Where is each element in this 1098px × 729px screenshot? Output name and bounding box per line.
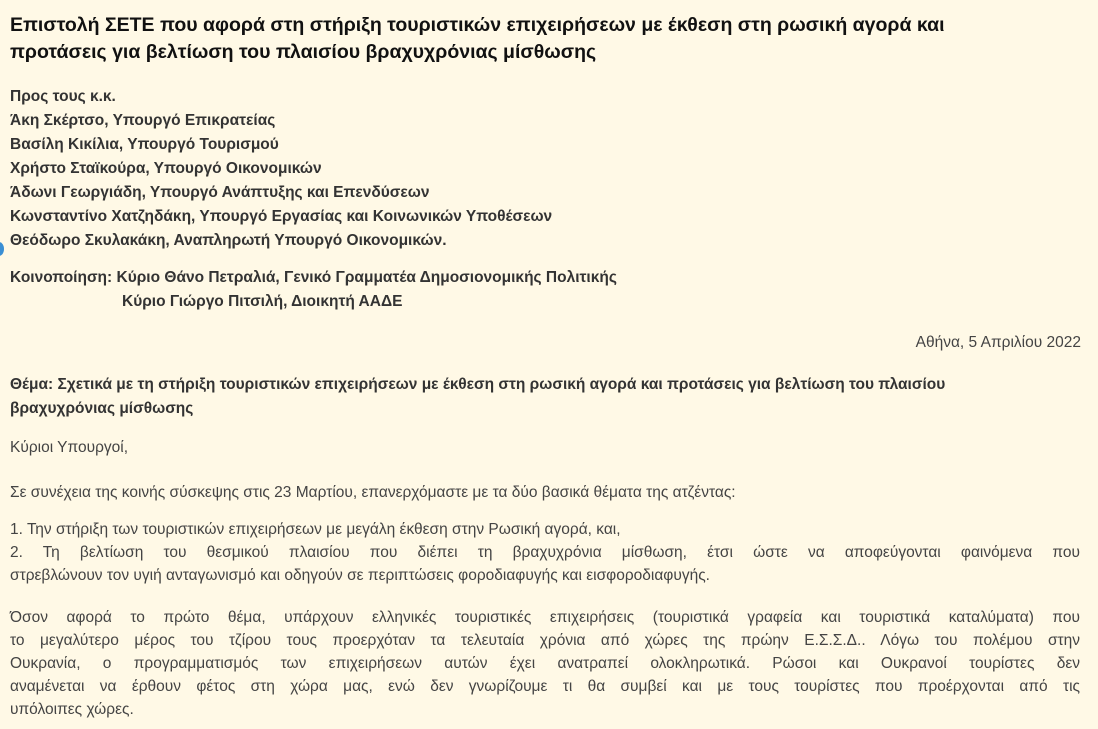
greeting xyxy=(10,436,128,459)
list-item-continuation: στρεβλώνουν τον υγιή ανταγωνισμό και οδηγούν σε περιπτώσεις φοροδιαφυγής και εισφοροδιαφυγής. xyxy=(10,567,710,584)
cc-recipient: Κύριο Θάνο Πετραλιά, Γενικό Γραμματέα Δημοσιονομικής Πολιτικής xyxy=(116,269,617,286)
cc-block xyxy=(10,266,617,314)
recipient-line: Θεόδωρο Σκυλακάκη, Αναπληρωτή Υπουργό Οικονομικών. xyxy=(10,232,447,249)
title-line: Επιστολή ΣΕΤΕ που αφορά στη στήριξη τουριστικών επιχειρήσεων με έκθεση στη ρωσική αγορά και xyxy=(10,14,945,36)
title-line: προτάσεις για βελτίωση του πλαισίου βραχυχρόνιας μίσθωσης xyxy=(10,41,597,63)
body-line: Ουκρανία, ο προγραμματισμός των επιχειρήσεων αυτών έχει ανατραπεί ολοκληρωτικά. Ρώσοι και Ουκρανοί τουρίστες δεν xyxy=(10,655,1080,672)
intro-text: Σε συνέχεια της κοινής σύσκεψης στις 23 Μαρτίου, επανερχόμαστε με τα δύο βασικά θέματα της ατζέντας: xyxy=(10,484,736,501)
subject-text: Θέμα: Σχετικά με τη στήριξη τουριστικών επιχειρήσεων με έκθεση στη ρωσική αγορά και προτάσεις για βελτίωση του πλαισίου xyxy=(10,376,946,393)
body-line: το μεγαλύτερο μέρος του τζίρου τους προερχόταν τα τελευταία χρόνια από χώρες της πρώην Ε.Σ.Σ.Δ.. Λόγω του πολέμου στην xyxy=(10,632,1080,649)
scroll-marker-icon[interactable] xyxy=(0,242,4,256)
body-line: υπόλοιπες χώρες. xyxy=(10,701,134,718)
intro-paragraph xyxy=(10,481,736,504)
recipient-line: Άκη Σκέρτσο, Υπουργό Επικρατείας xyxy=(10,112,276,129)
list-item: 1. Την στήριξη των τουριστικών επιχειρήσεων με μεγάλη έκθεση στην Ρωσική αγορά, και, xyxy=(10,521,621,538)
cc-recipient: Κύριο Γιώργο Πιτσιλή, Διοικητή ΑΑΔΕ xyxy=(122,293,403,310)
body-line: αναμένεται να έρθουν φέτος στη χώρα μας, ενώ δεν γνωρίζουμε τι θα συμβεί και με τους τουρίστες που προέρχονται από τις xyxy=(10,678,1080,695)
cc-label: Κοινοποίηση: xyxy=(10,269,113,286)
body-line: Όσον αφορά το πρώτο θέμα, υπάρχουν ελληνικές τουριστικές επιχειρήσεις (τουριστικά γραφεία και τουριστικά καταλύματα) που xyxy=(10,609,1080,626)
subject-text: βραχυχρόνιας μίσθωσης xyxy=(10,400,194,417)
recipients-block xyxy=(10,85,552,253)
body-paragraph xyxy=(10,606,1080,721)
recipients-heading: Προς τους κ.κ. xyxy=(10,88,116,105)
greeting-text: Κύριοι Υπουργοί, xyxy=(10,439,129,456)
recipient-line: Χρήστο Σταϊκούρα, Υπουργό Οικονομικών xyxy=(10,160,322,177)
subject-line xyxy=(10,373,945,421)
document-title xyxy=(10,12,1090,66)
recipient-line: Άδωνι Γεωργιάδη, Υπουργό Ανάπτυξης και Επενδύσεων xyxy=(10,184,430,201)
recipient-line: Κωνσταντίνο Χατζηδάκη, Υπουργό Εργασίας και Κοινωνικών Υποθέσεων xyxy=(10,208,553,225)
letter-date: Αθήνα, 5 Απριλίου 2022 xyxy=(915,334,1081,351)
recipient-line: Βασίλη Κικίλια, Υπουργό Τουρισμού xyxy=(10,136,279,153)
list-item: 2. Τη βελτίωση του θεσμικού πλαισίου που διέπει τη βραχυχρόνια μίσθωση, έτσι ώστε να αποφεύγονται φαινόμενα που xyxy=(10,544,1080,561)
agenda-list xyxy=(10,518,1080,587)
